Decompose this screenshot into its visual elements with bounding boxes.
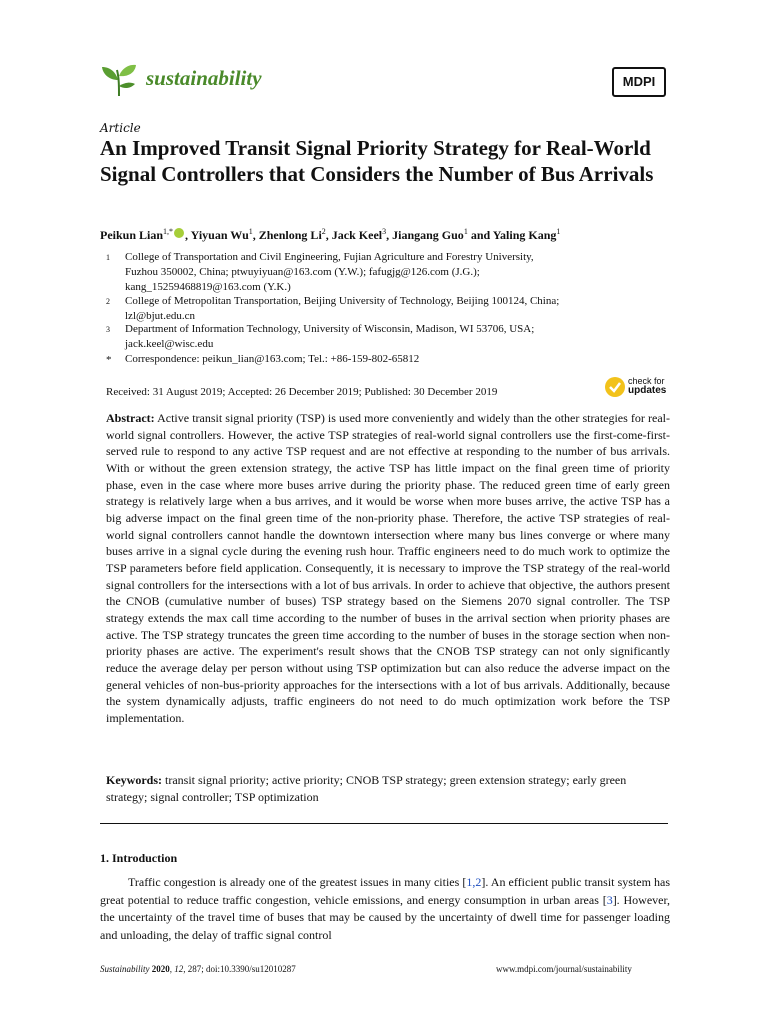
article-type: Article: [100, 121, 141, 135]
correspondence: Correspondence: peikun_lian@163.com; Tel.: +86-159-802-65812: [125, 353, 420, 365]
citation-link[interactable]: 1,2: [466, 875, 482, 889]
author[interactable]: Jiangang Guo$^1$ and: [392, 227, 493, 242]
check-updates-icon: [604, 376, 626, 398]
author[interactable]: Zhenlong Li$^2$,: [258, 227, 332, 242]
leaf-icon: [100, 62, 138, 98]
author[interactable]: Yaling Kang$^1$: [492, 227, 561, 242]
journal-name: sustainability: [146, 66, 262, 90]
check-for-updates-badge[interactable]: check for updates: [604, 374, 668, 400]
keywords-text: transit signal priority; active priority; CNOB TSP strategy; green extension strategy; early green strategy; signal controller; TSP optimization: [106, 773, 627, 804]
publication-dates: Received: 31 August 2019; Accepted: 26 December 2019; Published: 30 December 2019: [106, 386, 498, 398]
orcid-icon[interactable]: [174, 228, 184, 238]
keywords-label: Keywords:: [106, 773, 162, 787]
affiliation: College of Metropolitan Transportation, Beijing University of Technology, Beijing 100124, China; lzl@bjut.edu.cn: [125, 295, 560, 322]
paper-title: An Improved Transit Signal Priority Strategy for Real-World Signal Controllers that Considers the Number of Bus Arrivals: [100, 136, 654, 186]
affiliation: College of Transportation and Civil Engineering, Fujian Agriculture and Forestry University, Fuzhou 350002, China; ptwuyiyuan@163.com (Y.W.); fafugjg@126.com (J.G.); kang_15259468819@163.com (Y.K.): [125, 251, 534, 293]
author[interactable]: Peikun Lian$^{1,*}$ ,: [100, 227, 191, 242]
section-heading: 1. Introduction: [100, 851, 178, 865]
intro-paragraph: Traffic congestion is already one of the greatest issues in many cities [1,2]. An efficient public transit system has great potential to reduce traffic congestion, vehicle emissions, and energy consumption in urban areas [3]. However, the uncertainty of the travel time of buses that may be caused by the uncertainty of dwell time for passenger loading and unloading, the delay of traffic signal control: [100, 875, 671, 942]
author[interactable]: Jack Keel$^3$,: [331, 227, 393, 242]
abstract-label: Abstract:: [106, 411, 155, 425]
affiliation: Department of Information Technology, University of Wisconsin, Madison, WI 53706, USA; jack.keel@wisc.edu: [125, 323, 535, 350]
footer-citation: Sustainability 2020, 12, 287; doi:10.3390/su12010287: [100, 964, 296, 974]
publisher-logo: MDPI: [612, 67, 666, 97]
author[interactable]: Yiyuan Wu$^1$,: [190, 227, 259, 242]
abstract: [106, 410, 670, 726]
abstract-text: Active transit signal priority (TSP) is used more conveniently and widely than the other strategies for real-world signal controllers. However, the active TSP strategies of real-world signal controllers use the first-come-first-served rule to respond to any active TSP request and are not effective at responding to the number of bus arrivals. With or without the green extension strategy, the active TSP has little impact on the final green time of priority phase, even in the case where more buses arrive during the priority phase. The reduced green time of early green strategy is relatively large when a bus arrives, and it would be worse when more buses arrive, the active TSP has a big adverse impact on the final green time of the non-priority phase. Therefore, the active TSP strategies of real-world signal controllers cannot handle the downtown intersection where many bus lines converge or where many buses arrive in a signal cycle during the evening rush hour. Traffic engineers need to do much work to optimize the TSP parameters before field application. Consequently, it is necessary to improve the TSP strategy of the real-world signal controllers for the intersections with a lot of bus arrivals. In order to achieve that objective, the authors present the CNOB (cumulative number of buses) TSP strategy based on the Siemens 2070 signal controller. The TSP strategy extends the max call time according to the number of buses in the arrival section when priority phases are active. The TSP strategy truncates the green time according to the number of buses in the storage section when non-priority phases are active. The experiment's result shows that the CNOB TSP strategy can not only significantly reduce the average delay per person without using TSP optimization but can also reduce the adverse impact on the general vehicles of non-bus-priority approaches for the intersections with a lot of bus arrivals. Additionally, because the system dynamically adjusts, traffic engineers do not need to do much optimization work before the TSP implementation.: [106, 411, 670, 725]
citation-link[interactable]: 3: [606, 892, 613, 907]
divider: [100, 823, 668, 824]
author-list: [100, 227, 670, 243]
journal-url[interactable]: www.mdpi.com/journal/sustainability: [496, 964, 632, 974]
keywords: [106, 772, 670, 805]
